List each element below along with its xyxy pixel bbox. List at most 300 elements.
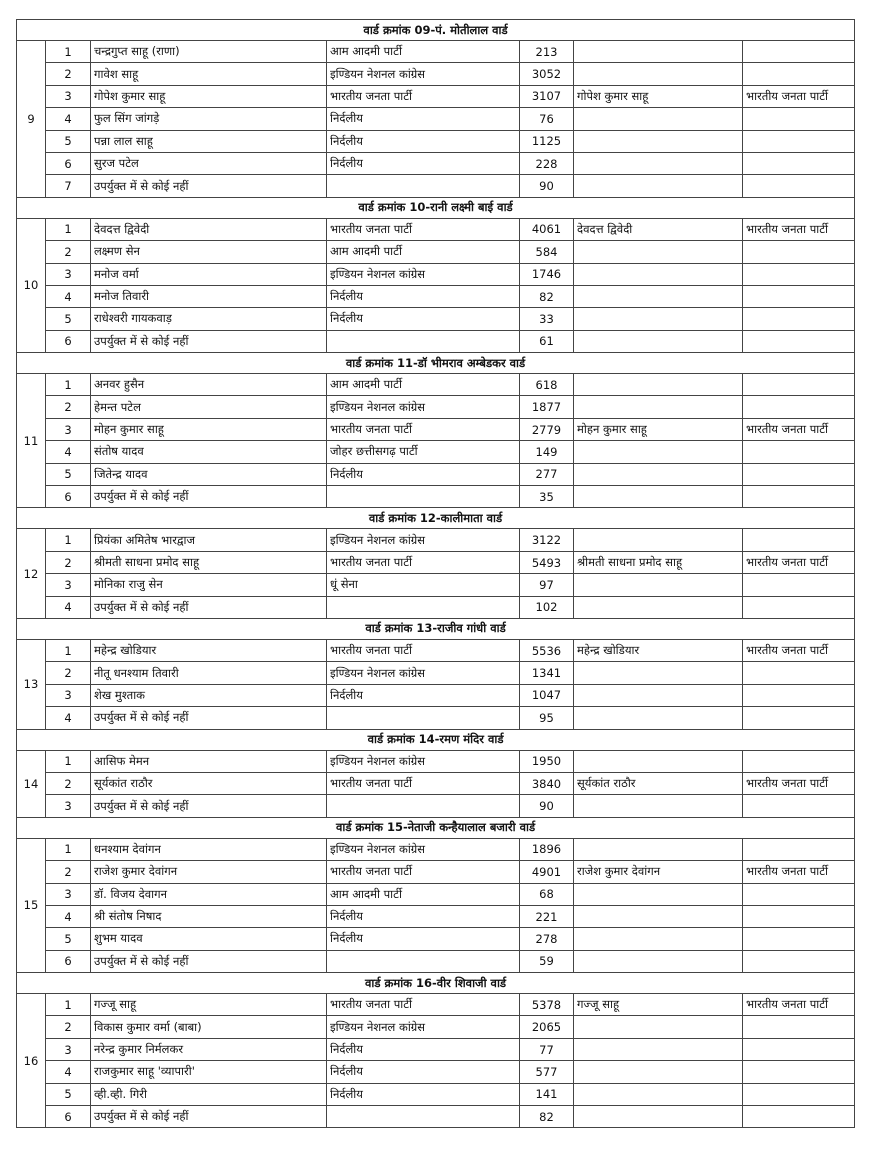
candidate-row — [17, 596, 855, 618]
serial-number: 3 — [46, 684, 91, 706]
vote-count: 3052 — [520, 63, 574, 85]
candidate-row — [17, 707, 855, 729]
ward-title: वार्ड क्रमांक 12-कालीमाता वार्ड — [17, 508, 855, 529]
serial-number: 7 — [46, 175, 91, 197]
candidate-row — [17, 308, 855, 330]
winner-party — [743, 1061, 855, 1083]
vote-count: 584 — [520, 241, 574, 263]
serial-number: 1 — [46, 218, 91, 240]
winner-name — [574, 396, 743, 418]
serial-number: 4 — [46, 707, 91, 729]
vote-count: 5536 — [520, 639, 574, 661]
candidate-name: लक्ष्मण सेन — [91, 241, 327, 263]
candidate-row — [17, 928, 855, 950]
winner-name — [574, 883, 743, 905]
winner-name — [574, 152, 743, 174]
candidate-name: उपर्युक्त में से कोई नहीं — [91, 486, 327, 508]
vote-count: 577 — [520, 1061, 574, 1083]
winner-party — [743, 684, 855, 706]
vote-count: 82 — [520, 1106, 574, 1128]
candidate-party: धूं सेना — [327, 574, 520, 596]
candidate-row — [17, 41, 855, 63]
candidate-name: गावेश साहू — [91, 63, 327, 85]
candidate-party: आम आदमी पार्टी — [327, 374, 520, 396]
candidate-row — [17, 883, 855, 905]
candidate-row — [17, 330, 855, 352]
winner-party — [743, 108, 855, 130]
winner-name — [574, 1038, 743, 1060]
candidate-row — [17, 1106, 855, 1128]
ward-title: वार्ड क्रमांक 14-रमण मंदिर वार्ड — [17, 729, 855, 750]
vote-count: 1896 — [520, 838, 574, 860]
results-sheet — [16, 19, 854, 1128]
candidate-name: फुल सिंग जांगड़े — [91, 108, 327, 130]
candidate-row — [17, 772, 855, 794]
vote-count: 4901 — [520, 861, 574, 883]
candidate-name: डॉ. विजय देवागन — [91, 883, 327, 905]
candidate-name: सुरज पटेल — [91, 152, 327, 174]
candidate-row — [17, 374, 855, 396]
winner-name — [574, 662, 743, 684]
winner-name — [574, 838, 743, 860]
candidate-name: नरेन्द्र कुमार निर्मलकर — [91, 1038, 327, 1060]
ward-header-row — [17, 508, 855, 529]
ward-number: 10 — [17, 218, 46, 352]
serial-number: 3 — [46, 418, 91, 440]
candidate-row — [17, 63, 855, 85]
winner-party — [743, 486, 855, 508]
candidate-name: संतोष यादव — [91, 441, 327, 463]
serial-number: 3 — [46, 263, 91, 285]
ward-header-row — [17, 973, 855, 994]
candidate-party: इण्डियन नेशनल कांग्रेस — [327, 63, 520, 85]
candidate-party: निर्दलीय — [327, 130, 520, 152]
serial-number: 6 — [46, 330, 91, 352]
candidate-name: नीतू धनश्याम तिवारी — [91, 662, 327, 684]
ward-number: 13 — [17, 639, 46, 729]
winner-name — [574, 374, 743, 396]
candidate-row — [17, 486, 855, 508]
candidate-row — [17, 994, 855, 1016]
candidate-name: सूर्यकांत राठौर — [91, 772, 327, 794]
vote-count: 221 — [520, 905, 574, 927]
winner-party — [743, 662, 855, 684]
winner-party — [743, 795, 855, 817]
winner-name — [574, 41, 743, 63]
winner-party — [743, 838, 855, 860]
winner-party: भारतीय जनता पार्टी — [743, 85, 855, 107]
ward-number: 9 — [17, 41, 46, 198]
candidate-name: प्रियंका अमितेष भारद्वाज — [91, 529, 327, 551]
candidate-row — [17, 639, 855, 661]
candidate-row — [17, 218, 855, 240]
vote-count: 618 — [520, 374, 574, 396]
winner-party — [743, 950, 855, 972]
candidate-name: पन्ना लाल साहू — [91, 130, 327, 152]
vote-count: 213 — [520, 41, 574, 63]
candidate-row — [17, 108, 855, 130]
winner-name — [574, 574, 743, 596]
serial-number: 2 — [46, 396, 91, 418]
vote-count: 1950 — [520, 750, 574, 772]
candidate-party: निर्दलीय — [327, 463, 520, 485]
candidate-party: निर्दलीय — [327, 1038, 520, 1060]
winner-party — [743, 374, 855, 396]
winner-party: भारतीय जनता पार्टी — [743, 772, 855, 794]
vote-count: 33 — [520, 308, 574, 330]
candidate-row — [17, 950, 855, 972]
winner-name — [574, 795, 743, 817]
ward-title: वार्ड क्रमांक 09-पं. मोतीलाल वार्ड — [17, 20, 855, 41]
winner-name: श्रीमती साधना प्रमोद साहू — [574, 551, 743, 573]
serial-number: 3 — [46, 85, 91, 107]
winner-party — [743, 1038, 855, 1060]
vote-count: 1047 — [520, 684, 574, 706]
serial-number: 5 — [46, 308, 91, 330]
serial-number: 6 — [46, 486, 91, 508]
winner-party — [743, 241, 855, 263]
winner-name: गज्जू साहू — [574, 994, 743, 1016]
serial-number: 6 — [46, 950, 91, 972]
winner-party — [743, 130, 855, 152]
serial-number: 1 — [46, 639, 91, 661]
candidate-name: विकास कुमार वर्मा (बाबा) — [91, 1016, 327, 1038]
candidate-name: मनोज तिवारी — [91, 285, 327, 307]
serial-number: 6 — [46, 152, 91, 174]
serial-number: 3 — [46, 574, 91, 596]
candidate-row — [17, 905, 855, 927]
candidate-name: चन्द्रगुप्त साहू (राणा) — [91, 41, 327, 63]
candidate-party: भारतीय जनता पार्टी — [327, 772, 520, 794]
candidate-name: धनश्याम देवांगन — [91, 838, 327, 860]
candidate-party: भारतीय जनता पार्टी — [327, 418, 520, 440]
vote-count: 149 — [520, 441, 574, 463]
vote-count: 2779 — [520, 418, 574, 440]
candidate-party: भारतीय जनता पार्टी — [327, 639, 520, 661]
winner-name — [574, 441, 743, 463]
candidate-name: उपर्युक्त में से कोई नहीं — [91, 1106, 327, 1128]
candidate-party: इण्डियन नेशनल कांग्रेस — [327, 396, 520, 418]
ward-title: वार्ड क्रमांक 11-डॉ भीमराव अम्बेडकर वार्ड — [17, 353, 855, 374]
winner-party: भारतीय जनता पार्टी — [743, 418, 855, 440]
winner-name — [574, 130, 743, 152]
candidate-party: निर्दलीय — [327, 152, 520, 174]
candidate-party: इण्डियन नेशनल कांग्रेस — [327, 529, 520, 551]
vote-count: 82 — [520, 285, 574, 307]
candidate-party — [327, 596, 520, 618]
vote-count: 2065 — [520, 1016, 574, 1038]
candidate-party: भारतीय जनता पार्टी — [327, 85, 520, 107]
serial-number: 1 — [46, 838, 91, 860]
winner-name — [574, 63, 743, 85]
vote-count: 95 — [520, 707, 574, 729]
serial-number: 4 — [46, 108, 91, 130]
winner-name — [574, 684, 743, 706]
winner-name: महेन्द्र खोडियार — [574, 639, 743, 661]
candidate-party: आम आदमी पार्टी — [327, 241, 520, 263]
candidate-party: भारतीय जनता पार्टी — [327, 551, 520, 573]
vote-count: 61 — [520, 330, 574, 352]
ward-number: 12 — [17, 529, 46, 619]
vote-count: 228 — [520, 152, 574, 174]
candidate-party: इण्डियन नेशनल कांग्रेस — [327, 263, 520, 285]
winner-name: राजेश कुमार देवांगन — [574, 861, 743, 883]
candidate-party: भारतीय जनता पार्टी — [327, 861, 520, 883]
candidate-name: मोनिका राजु सेन — [91, 574, 327, 596]
candidate-row — [17, 441, 855, 463]
candidate-party: निर्दलीय — [327, 928, 520, 950]
vote-count: 5378 — [520, 994, 574, 1016]
ward-number: 16 — [17, 994, 46, 1128]
candidate-row — [17, 750, 855, 772]
serial-number: 1 — [46, 750, 91, 772]
winner-party — [743, 529, 855, 551]
candidate-row — [17, 861, 855, 883]
candidate-party: इण्डियन नेशनल कांग्रेस — [327, 662, 520, 684]
winner-party — [743, 1106, 855, 1128]
winner-name — [574, 1106, 743, 1128]
candidate-row — [17, 574, 855, 596]
candidate-row — [17, 529, 855, 551]
candidate-row — [17, 130, 855, 152]
candidate-name: उपर्युक्त में से कोई नहीं — [91, 596, 327, 618]
winner-name — [574, 707, 743, 729]
vote-count: 77 — [520, 1038, 574, 1060]
vote-count: 3840 — [520, 772, 574, 794]
serial-number: 5 — [46, 928, 91, 950]
election-results-table — [16, 19, 855, 1128]
vote-count: 102 — [520, 596, 574, 618]
winner-name: देवदत्त द्विवेदी — [574, 218, 743, 240]
winner-name: गोपेश कुमार साहू — [574, 85, 743, 107]
winner-name — [574, 529, 743, 551]
vote-count: 1125 — [520, 130, 574, 152]
serial-number: 2 — [46, 772, 91, 794]
winner-name — [574, 175, 743, 197]
vote-count: 277 — [520, 463, 574, 485]
candidate-party — [327, 175, 520, 197]
winner-name — [574, 905, 743, 927]
winner-party — [743, 263, 855, 285]
serial-number: 1 — [46, 529, 91, 551]
ward-header-row — [17, 197, 855, 218]
candidate-name: उपर्युक्त में से कोई नहीं — [91, 175, 327, 197]
candidate-party: निर्दलीय — [327, 308, 520, 330]
winner-name — [574, 463, 743, 485]
winner-party — [743, 63, 855, 85]
vote-count: 1877 — [520, 396, 574, 418]
candidate-row — [17, 1038, 855, 1060]
candidate-party: निर्दलीय — [327, 108, 520, 130]
winner-name — [574, 263, 743, 285]
candidate-row — [17, 1016, 855, 1038]
winner-name — [574, 1083, 743, 1105]
ward-number: 11 — [17, 374, 46, 508]
candidate-name: हेमन्त पटेल — [91, 396, 327, 418]
winner-party — [743, 707, 855, 729]
winner-party: भारतीय जनता पार्टी — [743, 218, 855, 240]
ward-header-row — [17, 353, 855, 374]
candidate-name: राजकुमार साहू 'व्यापारी' — [91, 1061, 327, 1083]
vote-count: 59 — [520, 950, 574, 972]
vote-count: 1341 — [520, 662, 574, 684]
serial-number: 5 — [46, 130, 91, 152]
candidate-name: उपर्युक्त में से कोई नहीं — [91, 707, 327, 729]
vote-count: 141 — [520, 1083, 574, 1105]
winner-party — [743, 1083, 855, 1105]
candidate-name: शुभम यादव — [91, 928, 327, 950]
winner-party: भारतीय जनता पार्टी — [743, 639, 855, 661]
vote-count: 4061 — [520, 218, 574, 240]
vote-count: 35 — [520, 486, 574, 508]
vote-count: 97 — [520, 574, 574, 596]
winner-name — [574, 486, 743, 508]
candidate-party — [327, 950, 520, 972]
candidate-name: महेन्द्र खोडियार — [91, 639, 327, 661]
serial-number: 2 — [46, 662, 91, 684]
candidate-party: निर्दलीय — [327, 285, 520, 307]
vote-count: 68 — [520, 883, 574, 905]
winner-party — [743, 152, 855, 174]
serial-number: 4 — [46, 596, 91, 618]
winner-name — [574, 1016, 743, 1038]
serial-number: 6 — [46, 1106, 91, 1128]
candidate-row — [17, 175, 855, 197]
candidate-party — [327, 330, 520, 352]
ward-title: वार्ड क्रमांक 13-राजीव गांधी वार्ड — [17, 618, 855, 639]
serial-number: 2 — [46, 861, 91, 883]
ward-number: 15 — [17, 838, 46, 972]
winner-name — [574, 241, 743, 263]
winner-party — [743, 308, 855, 330]
candidate-name: मोहन कुमार साहू — [91, 418, 327, 440]
candidate-party: निर्दलीय — [327, 905, 520, 927]
winner-party — [743, 175, 855, 197]
winner-name — [574, 108, 743, 130]
candidate-party — [327, 486, 520, 508]
candidate-name: आसिफ मेमन — [91, 750, 327, 772]
winner-name — [574, 1061, 743, 1083]
serial-number: 1 — [46, 41, 91, 63]
candidate-name: राधेश्वरी गायकवाड़ — [91, 308, 327, 330]
candidate-row — [17, 241, 855, 263]
winner-party — [743, 1016, 855, 1038]
winner-party: भारतीय जनता पार्टी — [743, 861, 855, 883]
vote-count: 3122 — [520, 529, 574, 551]
candidate-name: श्रीमती साधना प्रमोद साहू — [91, 551, 327, 573]
candidate-name: श्री संतोष निषाद — [91, 905, 327, 927]
ward-header-row — [17, 618, 855, 639]
serial-number: 5 — [46, 1083, 91, 1105]
ward-header-row — [17, 817, 855, 838]
candidate-row — [17, 463, 855, 485]
candidate-party: आम आदमी पार्टी — [327, 41, 520, 63]
candidate-row — [17, 1083, 855, 1105]
vote-count: 90 — [520, 175, 574, 197]
vote-count: 278 — [520, 928, 574, 950]
vote-count: 3107 — [520, 85, 574, 107]
candidate-party: निर्दलीय — [327, 1083, 520, 1105]
candidate-name: उपर्युक्त में से कोई नहीं — [91, 330, 327, 352]
ward-title: वार्ड क्रमांक 15-नेताजी कन्हैयालाल बजारी वार्ड — [17, 817, 855, 838]
winner-name — [574, 596, 743, 618]
candidate-name: मनोज वर्मा — [91, 263, 327, 285]
candidate-row — [17, 396, 855, 418]
candidate-party: भारतीय जनता पार्टी — [327, 218, 520, 240]
candidate-name: उपर्युक्त में से कोई नहीं — [91, 950, 327, 972]
candidate-row — [17, 551, 855, 573]
candidate-party: निर्दलीय — [327, 1061, 520, 1083]
candidate-party: निर्दलीय — [327, 684, 520, 706]
ward-title: वार्ड क्रमांक 10-रानी लक्ष्मी बाई वार्ड — [17, 197, 855, 218]
candidate-name: व्ही.व्ही. गिरी — [91, 1083, 327, 1105]
winner-name — [574, 330, 743, 352]
serial-number: 2 — [46, 241, 91, 263]
winner-name — [574, 928, 743, 950]
candidate-row — [17, 418, 855, 440]
candidate-party — [327, 1106, 520, 1128]
candidate-party: इण्डियन नेशनल कांग्रेस — [327, 838, 520, 860]
candidate-party — [327, 795, 520, 817]
serial-number: 3 — [46, 1038, 91, 1060]
winner-name: मोहन कुमार साहू — [574, 418, 743, 440]
candidate-row — [17, 85, 855, 107]
candidate-row — [17, 263, 855, 285]
vote-count: 76 — [520, 108, 574, 130]
candidate-name: गज्जू साहू — [91, 994, 327, 1016]
serial-number: 1 — [46, 374, 91, 396]
candidate-name: अनवर हुसैन — [91, 374, 327, 396]
candidate-party: भारतीय जनता पार्टी — [327, 994, 520, 1016]
winner-name — [574, 285, 743, 307]
vote-count: 1746 — [520, 263, 574, 285]
ward-number: 14 — [17, 750, 46, 817]
candidate-party: जोहर छत्तीसगढ़ पार्टी — [327, 441, 520, 463]
winner-party: भारतीय जनता पार्टी — [743, 994, 855, 1016]
winner-party — [743, 596, 855, 618]
serial-number: 2 — [46, 551, 91, 573]
serial-number: 2 — [46, 1016, 91, 1038]
winner-party — [743, 574, 855, 596]
serial-number: 3 — [46, 883, 91, 905]
candidate-name: शेख मुश्ताक — [91, 684, 327, 706]
candidate-row — [17, 1061, 855, 1083]
winner-party — [743, 41, 855, 63]
winner-party — [743, 883, 855, 905]
winner-party — [743, 285, 855, 307]
winner-party — [743, 750, 855, 772]
winner-name: सूर्यकांत राठौर — [574, 772, 743, 794]
ward-header-row — [17, 729, 855, 750]
serial-number: 1 — [46, 994, 91, 1016]
serial-number: 4 — [46, 905, 91, 927]
winner-name — [574, 308, 743, 330]
winner-party — [743, 396, 855, 418]
winner-name — [574, 950, 743, 972]
winner-party — [743, 463, 855, 485]
serial-number: 5 — [46, 463, 91, 485]
winner-party — [743, 441, 855, 463]
winner-party — [743, 905, 855, 927]
serial-number: 4 — [46, 441, 91, 463]
candidate-party: आम आदमी पार्टी — [327, 883, 520, 905]
vote-count: 90 — [520, 795, 574, 817]
candidate-row — [17, 838, 855, 860]
candidate-party: इण्डियन नेशनल कांग्रेस — [327, 1016, 520, 1038]
serial-number: 4 — [46, 1061, 91, 1083]
serial-number: 3 — [46, 795, 91, 817]
candidate-name: देवदत्त द्विवेदी — [91, 218, 327, 240]
